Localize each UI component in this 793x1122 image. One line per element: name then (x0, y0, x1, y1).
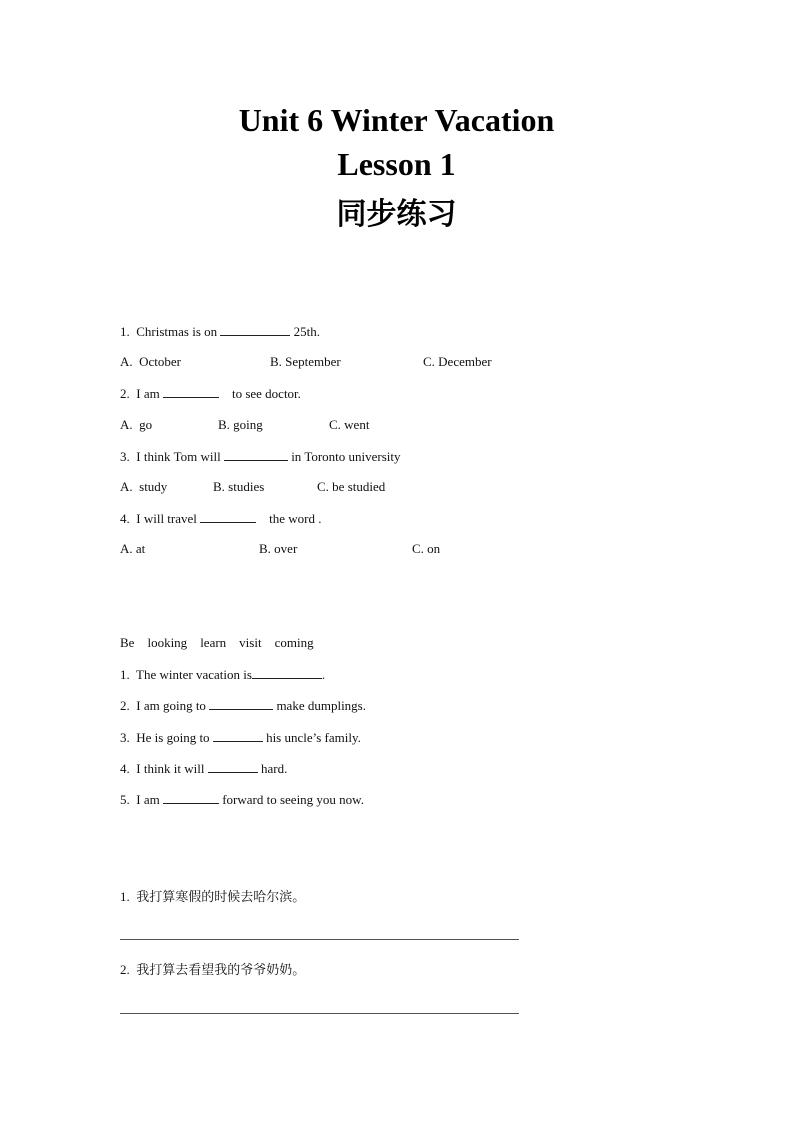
answer-blank[interactable] (163, 791, 219, 804)
question-number: 1. (120, 324, 130, 339)
title-lesson: Lesson 1 (337, 146, 456, 182)
answer-blank[interactable] (213, 729, 263, 742)
option-c[interactable]: C. be studied (317, 479, 386, 494)
mc-question-4 (120, 510, 322, 527)
mc-question-3 (120, 448, 401, 465)
question-number: 3. (120, 449, 130, 464)
title-chinese: 同步练习 (336, 197, 457, 232)
answer-blank[interactable] (208, 760, 258, 773)
question-text-after: hard. (261, 761, 288, 776)
option-b[interactable]: B. September (270, 354, 341, 369)
question-text-before: I think it will (136, 761, 205, 776)
answer-blank[interactable] (252, 666, 322, 679)
question-text: 我打算去看望我的爷爷奶奶。 (136, 963, 306, 978)
option-a[interactable]: A. go (120, 417, 153, 432)
answer-blank[interactable] (163, 385, 219, 398)
question-text: 我打算寒假的时候去哈尔滨。 (136, 890, 306, 905)
fill-question-2 (120, 697, 366, 714)
question-text-before: I am going to (136, 698, 206, 713)
question-text-before: I am (136, 386, 160, 401)
question-text-after: the word . (269, 511, 322, 526)
question-number: 3. (120, 730, 130, 745)
answer-blank[interactable] (220, 323, 290, 336)
question-text-after: in Toronto university (291, 449, 401, 464)
option-a[interactable]: A. study (120, 479, 168, 494)
question-text-before: He is going to (136, 730, 210, 745)
question-number: 2. (120, 698, 130, 713)
option-b[interactable]: B. over (259, 541, 298, 556)
fill-question-5 (120, 791, 364, 808)
question-text-before: Christmas is on (136, 324, 218, 339)
answer-line-1[interactable] (120, 939, 519, 940)
option-c[interactable]: C. December (423, 354, 492, 369)
question-text-after: forward to seeing you now. (222, 792, 364, 807)
question-number: 4. (120, 511, 130, 526)
word-bank-item: looking (147, 635, 188, 650)
question-text-after: his uncle’s family. (266, 730, 361, 745)
question-text-after: to see doctor. (231, 386, 301, 401)
fill-question-4 (120, 760, 287, 777)
question-number: 2. (120, 386, 130, 401)
question-text-after: make dumplings. (276, 698, 366, 713)
question-text-after: . (321, 667, 326, 682)
title-unit: Unit 6 Winter Vacation (238, 102, 555, 138)
fill-question-3 (120, 729, 361, 746)
answer-line-2[interactable] (120, 1013, 519, 1014)
document-title (0, 98, 793, 242)
question-text-after: 25th. (293, 324, 321, 339)
question-text-before: I think Tom will (136, 449, 221, 464)
word-bank-item: visit (239, 635, 262, 650)
answer-blank[interactable] (200, 510, 256, 523)
option-a[interactable]: A. October (120, 354, 182, 369)
question-number: 1. (120, 667, 130, 682)
mc-question-1 (120, 323, 320, 340)
option-b[interactable]: B. going (218, 417, 263, 432)
word-bank-item: learn (200, 635, 227, 650)
question-number: 1. (120, 889, 130, 904)
word-bank (120, 635, 314, 651)
answer-blank[interactable] (224, 448, 288, 461)
question-text-before: I will travel (136, 511, 197, 526)
option-c[interactable]: C. went (329, 417, 370, 432)
question-text-before: I am (136, 792, 160, 807)
question-number: 5. (120, 792, 130, 807)
answer-blank[interactable] (209, 697, 273, 710)
option-a[interactable]: A. at (120, 541, 146, 556)
translate-question-2 (120, 962, 305, 979)
word-bank-item: Be (120, 635, 135, 650)
word-bank-item: coming (274, 635, 314, 650)
question-number: 2. (120, 962, 130, 977)
fill-question-1 (120, 666, 325, 683)
option-c[interactable]: C. on (412, 541, 441, 556)
translate-question-1 (120, 889, 305, 906)
mc-question-2 (120, 385, 301, 402)
question-number: 4. (120, 761, 130, 776)
option-b[interactable]: B. studies (213, 479, 265, 494)
question-text-before: The winter vacation is (136, 667, 252, 682)
